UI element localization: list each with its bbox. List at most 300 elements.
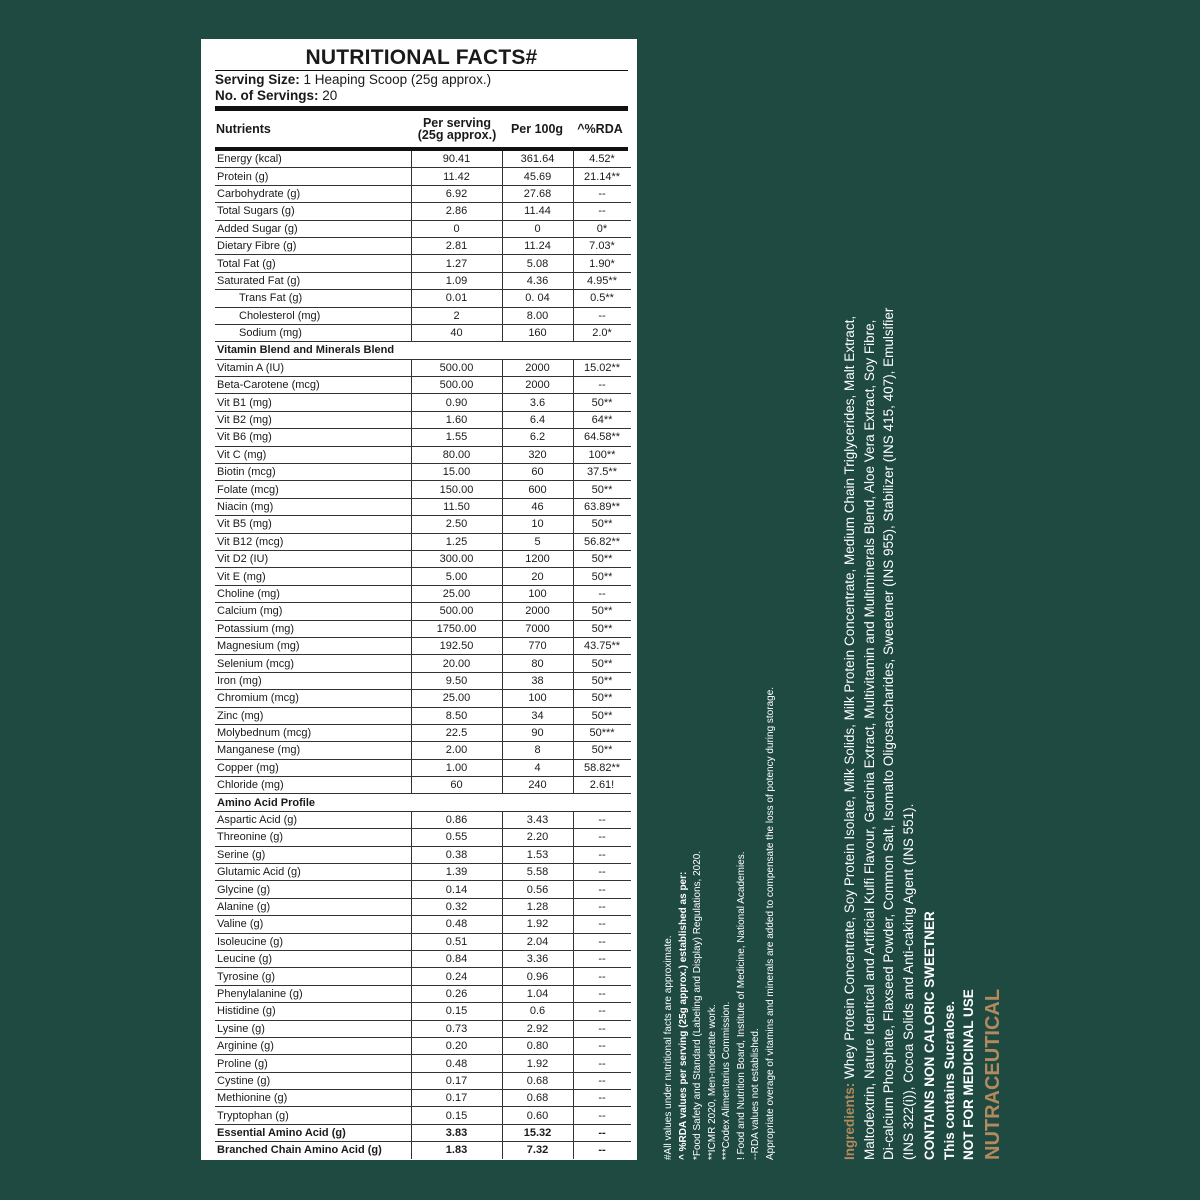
rda-value: -- [573,968,631,985]
nutrient-row [215,881,631,898]
per-100g-value: 1.92 [502,1055,573,1072]
nutrient-row [215,811,631,828]
nutrient-row [215,1072,631,1089]
warning-line: This contains Sucralose. [941,1000,957,1160]
per-100g-value: 2.20 [502,829,573,846]
nutrient-name: Molybednum (mcg) [215,724,411,741]
per-100g-value: 27.68 [502,185,573,202]
rda-value: 0.5** [573,290,631,307]
per-serving-value: 192.50 [411,637,502,654]
warning-line: NOT FOR MEDICINAL USE [961,989,977,1160]
nutrient-row [215,1003,631,1020]
nutrient-row [215,933,631,950]
nutrient-name: Alanine (g) [215,898,411,915]
per-serving-value: 6.92 [411,185,502,202]
ingredients-label: Ingredients: [842,1082,857,1160]
per-serving-value: 1.60 [411,411,502,428]
rda-value: 15.02** [573,359,631,376]
per-serving-value: 0.38 [411,846,502,863]
per-serving-value: 25.00 [411,585,502,602]
section-title: Vitamin Blend and Minerals Blend [215,342,631,359]
nutrient-name: Histidine (g) [215,1003,411,1020]
per-100g-value: 2.04 [502,933,573,950]
nutrient-name: Beta-Carotene (mcg) [215,377,411,394]
per-serving-value: 0.15 [411,1003,502,1020]
ingredients-line: Maltodextrin, Nature Identical and Artificial Kulfi Flavour, Garcinia Extract, Multivitamin and Multiminerals Blend, Aloe Vera Extract, Soy Fibre, [861,319,877,1160]
nutrient-row [215,377,631,394]
nutrient-name: Lysine (g) [215,1020,411,1037]
nutrient-name: Vit B1 (mg) [215,394,411,411]
nutrient-row [215,1020,631,1037]
rda-value: 21.14** [573,168,631,185]
nutrient-row [215,220,631,237]
per-serving-value: 0.17 [411,1072,502,1089]
per-serving-value: 0.26 [411,985,502,1002]
nutrient-name: Niacin (mg) [215,498,411,515]
nutrient-row [215,1142,631,1159]
nutrient-name: Isoleucine (g) [215,933,411,950]
nutrient-row [215,742,631,759]
nutrient-name: Iron (mg) [215,672,411,689]
per-serving-value: 1.25 [411,533,502,550]
per-100g-value: 2.92 [502,1020,573,1037]
nutrient-row [215,864,631,881]
per-serving-value: 2.50 [411,516,502,533]
nutrient-name: Vit B2 (mg) [215,411,411,428]
per-serving-value: 0.86 [411,811,502,828]
nutrient-name: Biotin (mcg) [215,464,411,481]
per-serving-value: 15.00 [411,464,502,481]
nutrient-row [215,846,631,863]
per-100g-value: 3.43 [502,811,573,828]
nutrient-row [215,968,631,985]
nutrient-name: Choline (mg) [215,585,411,602]
nutrient-name: Aspartic Acid (g) [215,811,411,828]
rda-value: 64** [573,411,631,428]
per-serving-value: 1.83 [411,1142,502,1159]
nutrient-name: Potassium (mg) [215,620,411,637]
nutrient-row [215,707,631,724]
per-serving-value: 8.50 [411,707,502,724]
per-100g-value: 5.58 [502,864,573,881]
nutrient-row [215,290,631,307]
per-serving-value: 1.27 [411,255,502,272]
per-100g-value: 34 [502,707,573,724]
rda-value: -- [573,185,631,202]
nutrient-row [215,359,631,376]
rda-value: 50** [573,568,631,585]
section-title: Amino Acid Profile [215,794,631,811]
nutrient-row [215,151,631,168]
per-serving-value: 2.81 [411,237,502,254]
nutrient-row [215,985,631,1002]
nutrient-row [215,1090,631,1107]
nutrient-row [215,1107,631,1124]
per-100g-value: 90 [502,724,573,741]
rda-value: 0* [573,220,631,237]
nutrient-row [215,533,631,550]
per-serving-value: 1.55 [411,429,502,446]
note-line: ! Food and Nutrition Board, Institute of Medicine, National Academies. [735,851,747,1160]
rda-value: 4.52* [573,151,631,168]
per-serving-value: 60 [411,777,502,794]
nutrient-row [215,272,631,289]
per-100g-value: 8 [502,742,573,759]
per-serving-value: 0.01 [411,290,502,307]
nutrient-row [215,829,631,846]
per-serving-value: 90.41 [411,151,502,168]
nutrient-row [215,203,631,220]
table-header [215,111,628,147]
per-100g-value: 15.32 [502,1124,573,1141]
per-serving-value: 0.20 [411,1037,502,1054]
rda-value: -- [573,377,631,394]
nutrient-row [215,481,631,498]
per-100g-value: 0.56 [502,881,573,898]
rda-value: -- [573,846,631,863]
rda-value: -- [573,1020,631,1037]
nutrient-name: Added Sugar (g) [215,220,411,237]
nutrient-row [215,690,631,707]
rda-value: -- [573,1055,631,1072]
nutrient-name: Calcium (mg) [215,603,411,620]
per-100g-value: 6.2 [502,429,573,446]
header-nutrients: Nutrients [216,122,271,136]
per-100g-value: 160 [502,324,573,341]
nutrient-name: Copper (mg) [215,759,411,776]
rda-value: -- [573,916,631,933]
per-serving-value: 20.00 [411,655,502,672]
nutrient-name: Vitamin A (IU) [215,359,411,376]
per-100g-value: 1.04 [502,985,573,1002]
per-100g-value: 2000 [502,603,573,620]
nutrient-row [215,1037,631,1054]
rda-value: 50** [573,516,631,533]
per-100g-value: 0.80 [502,1037,573,1054]
rda-value: 100** [573,446,631,463]
nutrient-row [215,777,631,794]
rda-value: 56.82** [573,533,631,550]
per-100g-value: 0. 04 [502,290,573,307]
nutrient-name: Tryptophan (g) [215,1107,411,1124]
rda-value: -- [573,950,631,967]
note-line: --RDA values not established. [750,1028,761,1160]
rda-value: -- [573,307,631,324]
nutrient-name: Methionine (g) [215,1090,411,1107]
nutrient-row [215,237,631,254]
rda-value: -- [598,1144,606,1157]
per-serving-value: 1.09 [411,272,502,289]
rda-value: -- [573,1107,631,1124]
nutrient-name: Glutamic Acid (g) [215,864,411,881]
nutrient-row [215,498,631,515]
rda-value: -- [573,933,631,950]
per-serving-value: 2.86 [411,203,502,220]
rda-value: 2.61! [573,777,631,794]
per-100g-value: 100 [502,585,573,602]
nutrient-name: Phenylalanine (g) [215,985,411,1002]
per-serving-value: 500.00 [411,359,502,376]
nutrient-name: Essential Amino Acid (g) [215,1124,411,1141]
rda-value: 7.03* [573,237,631,254]
per-100g-value: 770 [502,637,573,654]
rda-value: 50** [573,603,631,620]
per-serving-value: 0 [411,220,502,237]
per-serving-value: 0.15 [411,1107,502,1124]
per-100g-value: 11.24 [502,237,573,254]
per-100g-value: 1.92 [502,916,573,933]
rda-value: -- [573,1090,631,1107]
brand-text: NUTRACEUTICAL [982,988,1004,1160]
per-100g-value: 1200 [502,550,573,567]
nutrient-name: Vit B5 (mg) [215,516,411,533]
serving-size: Serving Size: 1 Heaping Scoop (25g approx.) [215,72,492,87]
rda-value: 43.75** [573,637,631,654]
per-100g-value: 4 [502,759,573,776]
per-100g-value: 20 [502,568,573,585]
per-serving-value: 0.17 [411,1090,502,1107]
nutrient-name: Folate (mcg) [215,481,411,498]
nutrient-row [215,637,631,654]
per-100g-value: 0.96 [502,968,573,985]
per-serving-value: 0.84 [411,950,502,967]
per-100g-value: 0 [502,220,573,237]
nutrient-row [215,603,631,620]
per-100g-value: 1.53 [502,846,573,863]
nutrient-name: Zinc (mg) [215,707,411,724]
rda-value: 50** [573,655,631,672]
rda-value: 50** [573,394,631,411]
per-serving-value: 80.00 [411,446,502,463]
nutrient-row [215,759,631,776]
per-100g-value: 2000 [502,377,573,394]
per-100g-value: 10 [502,516,573,533]
nutrient-name: Leucine (g) [215,950,411,967]
per-100g-value: 5.08 [502,255,573,272]
nutrient-name: Chromium (mcg) [215,690,411,707]
brand-label [982,989,1004,1160]
per-100g-value: 5 [502,533,573,550]
per-serving-value: 11.42 [411,168,502,185]
note-line: **ICMR 2020, Men-moderate work. [706,1004,718,1160]
per-100g-value: 3.6 [502,394,573,411]
warning-line: CONTAINS NON CALORIC SWEETNER [922,911,937,1160]
warnings [920,911,979,1160]
nutrition-table [215,151,631,1159]
nutrient-name: Glycine (g) [215,881,411,898]
note-line: ***Codex Alimentarius Commission. [721,1001,732,1160]
per-serving-value: 1.00 [411,759,502,776]
nutrient-name: Cystine (g) [215,1072,411,1089]
rda-value: 58.82** [573,759,631,776]
per-serving-value: 11.50 [411,498,502,515]
nutrient-row [215,394,631,411]
nutrient-name: Vit D2 (IU) [215,550,411,567]
ingredients-line: Di-calcium Phosphate, Flaxseed Powder, Common Salt, Isomalto Oligosaccharides, Sweetener (INS 955), Stabilizer (INS 415, 407), Emulsifier [881,307,897,1160]
per-serving-value: 500.00 [411,603,502,620]
per-serving-value: 5.00 [411,568,502,585]
rda-value: 63.89** [573,498,631,515]
nutrient-name: Selenium (mcg) [215,655,411,672]
rda-value: -- [573,811,631,828]
ingredients-line: (INS 322(i)), Cocoa Solids and Anti-caking Agent (INS 551). [900,803,916,1160]
per-100g-value: 2000 [502,359,573,376]
per-serving-value: 0.51 [411,933,502,950]
rda-value: -- [573,1124,631,1141]
nutrient-row [215,724,631,741]
nutrient-name: Trans Fat (g) [215,290,411,307]
nutrient-name: Manganese (mg) [215,742,411,759]
per-100g-value: 100 [502,690,573,707]
nutrient-name: Saturated Fat (g) [215,272,411,289]
nutrient-name: Branched Chain Amino Acid (g) [215,1142,411,1159]
nutrient-name: Vit B6 (mg) [215,429,411,446]
per-serving-value: 0.73 [411,1020,502,1037]
nutrient-row [215,1124,631,1141]
nutrient-name: Cholesterol (mg) [215,307,411,324]
rda-value: -- [573,864,631,881]
header-rda: ^%RDA [577,122,623,136]
rda-value: -- [573,829,631,846]
rda-value: -- [573,1037,631,1054]
nutrient-row [215,950,631,967]
per-serving-value: 40 [411,324,502,341]
nutrient-name: Valine (g) [215,916,411,933]
rda-value: 50** [573,672,631,689]
section-header [215,794,631,811]
per-serving-value: 3.83 [411,1124,502,1141]
nutrient-name: Serine (g) [215,846,411,863]
nutrient-name: Tyrosine (g) [215,968,411,985]
per-serving-value: 0.90 [411,394,502,411]
nutrient-row [215,429,631,446]
per-serving-value: 0.32 [411,898,502,915]
per-100g-value: 80 [502,655,573,672]
nutrient-row [215,550,631,567]
rda-value: 4.95** [573,272,631,289]
nutrient-name: Chloride (mg) [215,777,411,794]
nutrient-name: Threonine (g) [215,829,411,846]
per-serving-value: 0.48 [411,916,502,933]
note-line: *Food Safety and Standard (Labeling and Display) Regulations, 2020. [692,850,703,1160]
per-serving-value: 1750.00 [411,620,502,637]
rda-value: -- [573,1072,631,1089]
per-100g-value: 38 [502,672,573,689]
per-100g-value: 3.36 [502,950,573,967]
per-serving-value: 0.24 [411,968,502,985]
rda-value: -- [573,881,631,898]
nutrient-row [215,168,631,185]
nutrient-row [215,185,631,202]
nutrient-name: Protein (g) [215,168,411,185]
rda-value: 50** [573,620,631,637]
nutrient-row [215,464,631,481]
rda-value: 64.58** [573,429,631,446]
nutrient-name: Total Fat (g) [215,255,411,272]
per-100g-value: 361.64 [502,151,573,168]
nutrient-row [215,1055,631,1072]
per-100g-value: 8.00 [502,307,573,324]
header-per-serving: Per serving (25g approx.) [417,116,497,142]
nutrition-facts-panel [201,39,637,1160]
nutrient-row [215,411,631,428]
note-line: #All values under nutritional facts are approximate. [663,935,674,1160]
per-100g-value: 45.69 [502,168,573,185]
per-100g-value: 6.4 [502,411,573,428]
nutrient-row [215,898,631,915]
rda-value: 50*** [573,724,631,741]
per-serving-value: 2.00 [411,742,502,759]
per-100g-value: 0.68 [502,1072,573,1089]
nutrient-name: Carbohydrate (g) [215,185,411,202]
per-100g-value: 7.32 [502,1142,573,1159]
nutrient-row [215,324,631,341]
nutrient-name: Vit C (mg) [215,446,411,463]
section-header [215,342,631,359]
per-serving-value: 150.00 [411,481,502,498]
per-serving-value: 300.00 [411,550,502,567]
nutrient-name: Dietary Fibre (g) [215,237,411,254]
nutrient-name: Sodium (mg) [215,324,411,341]
nutrient-name: Energy (kcal) [215,151,411,168]
nutrient-name: Vit E (mg) [215,568,411,585]
per-100g-value: 60 [502,464,573,481]
panel-title: NUTRITIONAL FACTS# [305,46,538,69]
per-100g-value: 11.44 [502,203,573,220]
per-100g-value: 0.60 [502,1107,573,1124]
rda-value: 50** [573,742,631,759]
rda-value: 50** [573,690,631,707]
per-100g-value: 0.68 [502,1090,573,1107]
header-per-100g: Per 100g [510,122,564,136]
per-serving-value: 1.39 [411,864,502,881]
nutrient-row [215,585,631,602]
rda-value: 1.90* [573,255,631,272]
nutrient-row [215,620,631,637]
per-serving-value: 500.00 [411,377,502,394]
nutrient-row [215,672,631,689]
ingredients-line: Ingredients: Whey Protein Concentrate, Soy Protein Isolate, Milk Solids, Milk Protein Concentrate, Medium Chain Triglycerides, Malt Extract, [842,315,857,1160]
nutrient-row [215,916,631,933]
rda-value: -- [573,898,631,915]
nutrient-name: Arginine (g) [215,1037,411,1054]
nutrient-row [215,307,631,324]
per-serving-value: 0.14 [411,881,502,898]
per-100g-value: 4.36 [502,272,573,289]
per-100g-value: 1.28 [502,898,573,915]
rda-value: 50** [573,707,631,724]
rda-value: -- [573,985,631,1002]
note-line: ^ %RDA values per serving (25g approx.) established as per: [677,871,689,1160]
rda-value: 50** [573,481,631,498]
per-serving-value: 9.50 [411,672,502,689]
per-serving-value: 25.00 [411,690,502,707]
rda-value: -- [573,585,631,602]
nutrient-row [215,446,631,463]
per-100g-value: 7000 [502,620,573,637]
per-100g-value: 0.6 [502,1003,573,1020]
per-serving-value: 22.5 [411,724,502,741]
footnotes [662,687,778,1160]
per-serving-value: 0.55 [411,829,502,846]
rda-value: 2.0* [573,324,631,341]
nutrient-name: Total Sugars (g) [215,203,411,220]
per-100g-value: 600 [502,481,573,498]
per-100g-value: 320 [502,446,573,463]
nutrient-row [215,255,631,272]
nutrient-name: Vit B12 (mcg) [215,533,411,550]
nutrient-row [215,568,631,585]
